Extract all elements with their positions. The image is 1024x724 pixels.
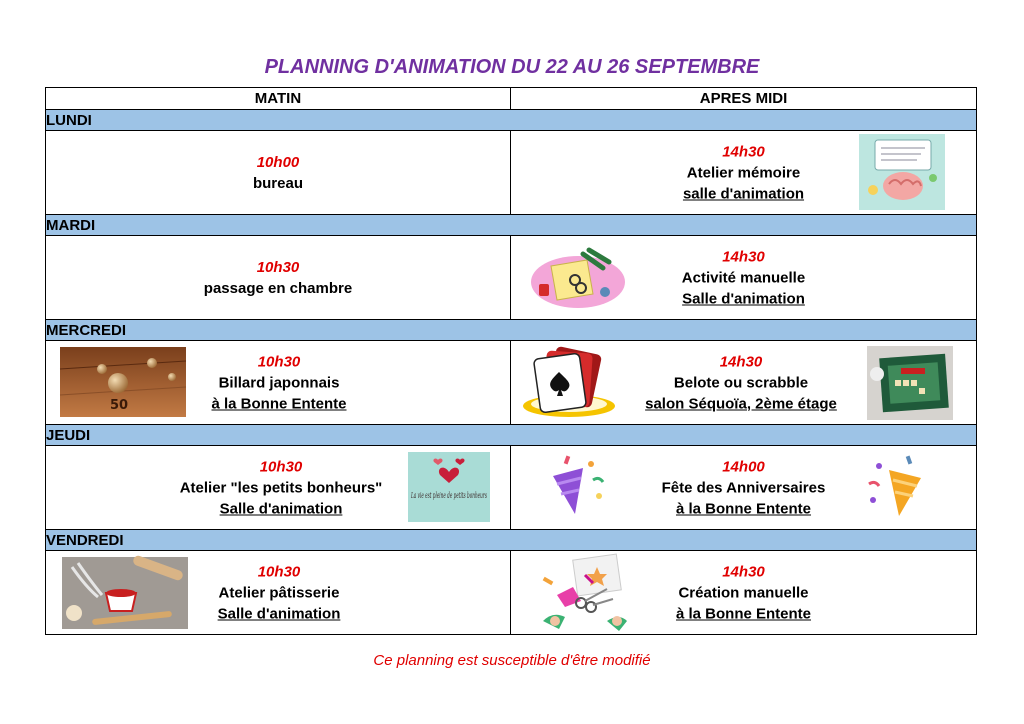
morning-place: Salle d'animation [217, 605, 341, 622]
morning-activity: Atelier pâtisserie [218, 584, 340, 601]
afternoon-slot-lundi [511, 131, 976, 214]
day-header-lundi: LUNDI [46, 109, 976, 130]
day-row-lundi [46, 130, 976, 214]
afternoon-slot-mercredi [511, 341, 976, 424]
scrabble-game-image [867, 346, 953, 420]
afternoon-place: à la Bonne Entente [675, 500, 812, 517]
page-title: PLANNING D'ANIMATION DU 22 AU 26 SEPTEMBRE [264, 56, 760, 78]
afternoon-activity: Activité manuelle [681, 269, 806, 286]
morning-activity: passage en chambre [203, 279, 353, 297]
afternoon-activity: Création manuelle [678, 584, 809, 601]
baking-image [62, 557, 188, 629]
morning-time: 10h00 [256, 153, 300, 171]
afternoon-time: 14h30 [722, 248, 765, 265]
afternoon-activity: Fête des Anniversaires [661, 479, 826, 496]
afternoon-place: à la Bonne Entente [675, 605, 812, 622]
day-header-mercredi: MERCREDI [46, 319, 976, 340]
morning-entry [46, 257, 510, 299]
column-header-afternoon: APRES MIDI [699, 90, 788, 107]
morning-time: 10h30 [259, 458, 303, 475]
morning-activity: Billard japonnais [218, 374, 340, 391]
morning-activity: bureau [252, 174, 303, 192]
memory-brain-image [859, 134, 945, 210]
column-header-morning: MATIN [46, 88, 511, 109]
afternoon-entry [511, 561, 976, 624]
petits-bonheurs-image [408, 452, 490, 522]
morning-slot-vendredi [46, 551, 511, 634]
morning-time: 10h30 [257, 563, 301, 580]
morning-slot-mardi [46, 236, 511, 319]
day-row-vendredi [46, 550, 976, 634]
footer-note: Ce planning est susceptible d'être modifié [373, 652, 651, 669]
afternoon-place: Salle d'animation [682, 290, 805, 307]
afternoon-slot-jeudi [511, 446, 976, 529]
afternoon-activity: Atelier mémoire [686, 164, 801, 181]
column-header-row [46, 88, 976, 109]
afternoon-place: salon Séquoïa, 2ème étage [645, 395, 837, 412]
image-caption: La vie est pleine de petits bonheurs [410, 491, 487, 500]
playing-cards-image [521, 346, 621, 420]
party-popper-right-image [863, 454, 933, 522]
schedule-table [45, 87, 977, 635]
afternoon-activity: Belote ou scrabble [673, 374, 809, 391]
japanese-billiard-image [60, 347, 186, 417]
morning-place: Salle d'animation [219, 500, 343, 517]
morning-entry [146, 456, 416, 519]
svg-text:50: 50 [110, 398, 129, 413]
afternoon-time: 14h00 [722, 458, 765, 475]
morning-slot-lundi [46, 131, 511, 214]
day-row-mercredi [46, 340, 976, 424]
afternoon-time: 14h30 [722, 143, 765, 160]
morning-slot-jeudi [46, 446, 511, 529]
afternoon-time: 14h30 [719, 353, 763, 370]
morning-entry [46, 152, 510, 194]
afternoon-place: salle d'animation [682, 185, 805, 202]
afternoon-entry [621, 351, 861, 414]
morning-place: à la Bonne Entente [211, 395, 347, 412]
morning-time: 10h30 [256, 258, 300, 276]
day-row-jeudi [46, 445, 976, 529]
afternoon-slot-vendredi [511, 551, 976, 634]
day-row-mardi [46, 235, 976, 319]
morning-entry [186, 351, 372, 414]
crafts-scissors-image [529, 246, 627, 312]
day-header-jeudi: JEUDI [46, 424, 976, 445]
afternoon-time: 14h30 [722, 563, 765, 580]
morning-slot-mercredi [46, 341, 511, 424]
morning-activity: Atelier "les petits bonheurs" [179, 479, 383, 496]
morning-entry [186, 561, 372, 624]
day-header-mardi: MARDI [46, 214, 976, 235]
day-header-vendredi: VENDREDI [46, 529, 976, 550]
morning-time: 10h30 [257, 353, 301, 370]
afternoon-slot-mardi [511, 236, 976, 319]
